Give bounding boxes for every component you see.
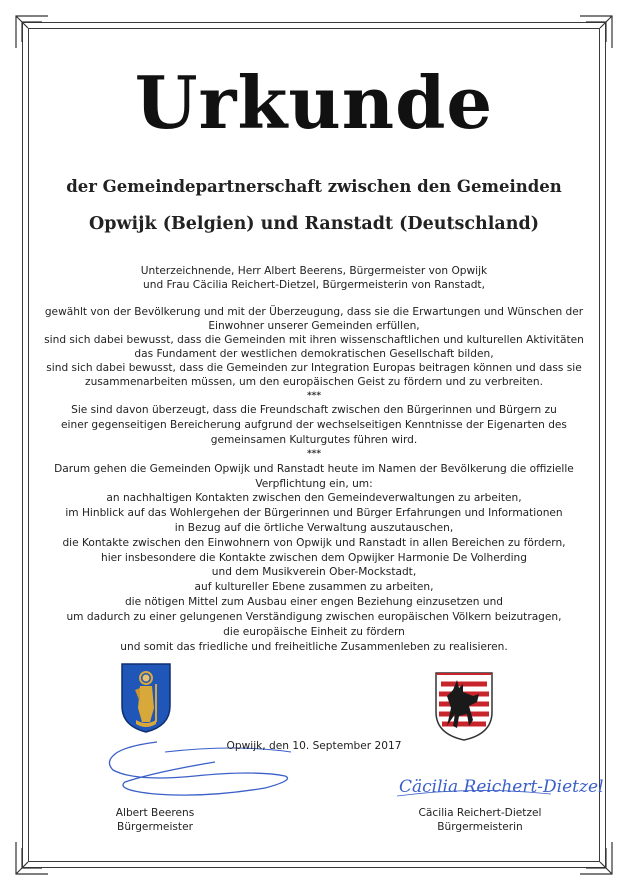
corner-ornament — [578, 14, 614, 50]
body-line: und somit das friedliche und freiheitliche Zusammenleben zu realisieren. — [120, 641, 508, 653]
intro-line: Unterzeichnende, Herr Albert Beerens, Bürgermeister von Opwijk — [140, 265, 488, 277]
signatory-role: Bürgermeister — [117, 821, 193, 833]
body-line: die Kontakte zwischen den Einwohnern von Opwijk und Ranstadt in allen Bereichen zu fördern, — [62, 537, 566, 549]
body-line: an nachhaltigen Kontakten zwischen den Gemeindeverwaltungen zu arbeiten, — [106, 492, 522, 504]
ranstadt-coat-of-arms — [433, 670, 495, 742]
signatory-name: Cäcilia Reichert-Dietzel — [418, 807, 542, 819]
corner-ornament — [578, 840, 614, 876]
body-line: die nötigen Mittel zum Ausbau einer engen Beziehung einzusetzen und — [124, 596, 504, 608]
body-line: Verpflichtung ein, um: — [255, 478, 373, 490]
section-separator: *** — [306, 391, 322, 401]
body-line: das Fundament der westlichen demokratischen Gesellschaft bilden, — [134, 348, 494, 360]
intro-line: und Frau Cäcilia Reichert-Dietzel, Bürgermeisterin von Ranstadt, — [143, 279, 485, 291]
section-separator: *** — [306, 449, 322, 459]
opwijk-coat-of-arms — [120, 662, 172, 734]
signatory-name: Albert Beerens — [115, 807, 195, 819]
document-title: Urkunde — [134, 60, 494, 145]
body-line: die europäische Einheit zu fördern — [223, 626, 405, 638]
body-line: gemeinsamen Kulturgutes führen wird. — [210, 434, 418, 446]
body-line: auf kultureller Ebene zusammen zu arbeiten, — [194, 581, 434, 593]
body-line: einer gegenseitigen Bereicherung aufgrund der wechselseitigen Kenntnisse der Eigenarten des — [61, 419, 567, 431]
body-line: sind sich dabei bewusst, dass die Gemeinden mit ihren wissenschaftlichen und kulturellen Aktivitäten — [44, 334, 584, 346]
body-line: hier insbesondere die Kontakte zwischen dem Opwijker Harmonie De Volherding — [100, 552, 527, 564]
signature-caecilia-reichert-dietzel — [395, 766, 604, 802]
body-line: gewählt von der Bevölkerung und mit der Überzeugung, dass sie die Erwartungen und Wünschen der — [44, 306, 584, 318]
body-line: um dadurch zu einer gelungenen Verständigung zwischen europäischen Völkern beizutragen, — [66, 611, 562, 623]
signatory-right — [380, 806, 580, 834]
corner-ornament — [14, 840, 50, 876]
body-line: in Bezug auf die örtliche Verwaltung auszutauschen, — [174, 522, 454, 534]
place-and-date: Opwijk, den 10. September 2017 — [226, 740, 402, 752]
body-line: zusammenarbeiten müssen, um den europäischen Geist zu fördern und zu verbreiten. — [85, 376, 543, 388]
body-line: Sie sind davon überzeugt, dass die Freundschaft zwischen den Bürgerinnen und Bürgern zu — [71, 404, 557, 416]
document-subtitle-parties: Opwijk (Belgien) und Ranstadt (Deutschland) — [88, 214, 540, 234]
signatory-left — [55, 806, 255, 834]
document-subtitle: der Gemeindepartnerschaft zwischen den Gemeinden — [66, 177, 562, 196]
body-line: und dem Musikverein Ober-Mockstadt, — [211, 566, 417, 578]
svg-text:Cäcilia Reichert-Dietzel: Cäcilia Reichert-Dietzel — [399, 777, 604, 797]
body-line: Darum gehen die Gemeinden Opwijk und Ranstadt heute im Namen der Bevölkerung die offizielle — [54, 463, 574, 475]
corner-ornament — [14, 14, 50, 50]
body-line: Einwohner unserer Gemeinden erfüllen, — [208, 320, 420, 332]
body-line: sind sich dabei bewusst, dass die Gemeinden zur Integration Europas beitragen können und dass sie — [46, 362, 582, 374]
body-line: im Hinblick auf das Wohlergehen der Bürgerinnen und Bürger Erfahrungen und Informationen — [65, 507, 563, 519]
signatory-role: Bürgermeisterin — [437, 821, 523, 833]
